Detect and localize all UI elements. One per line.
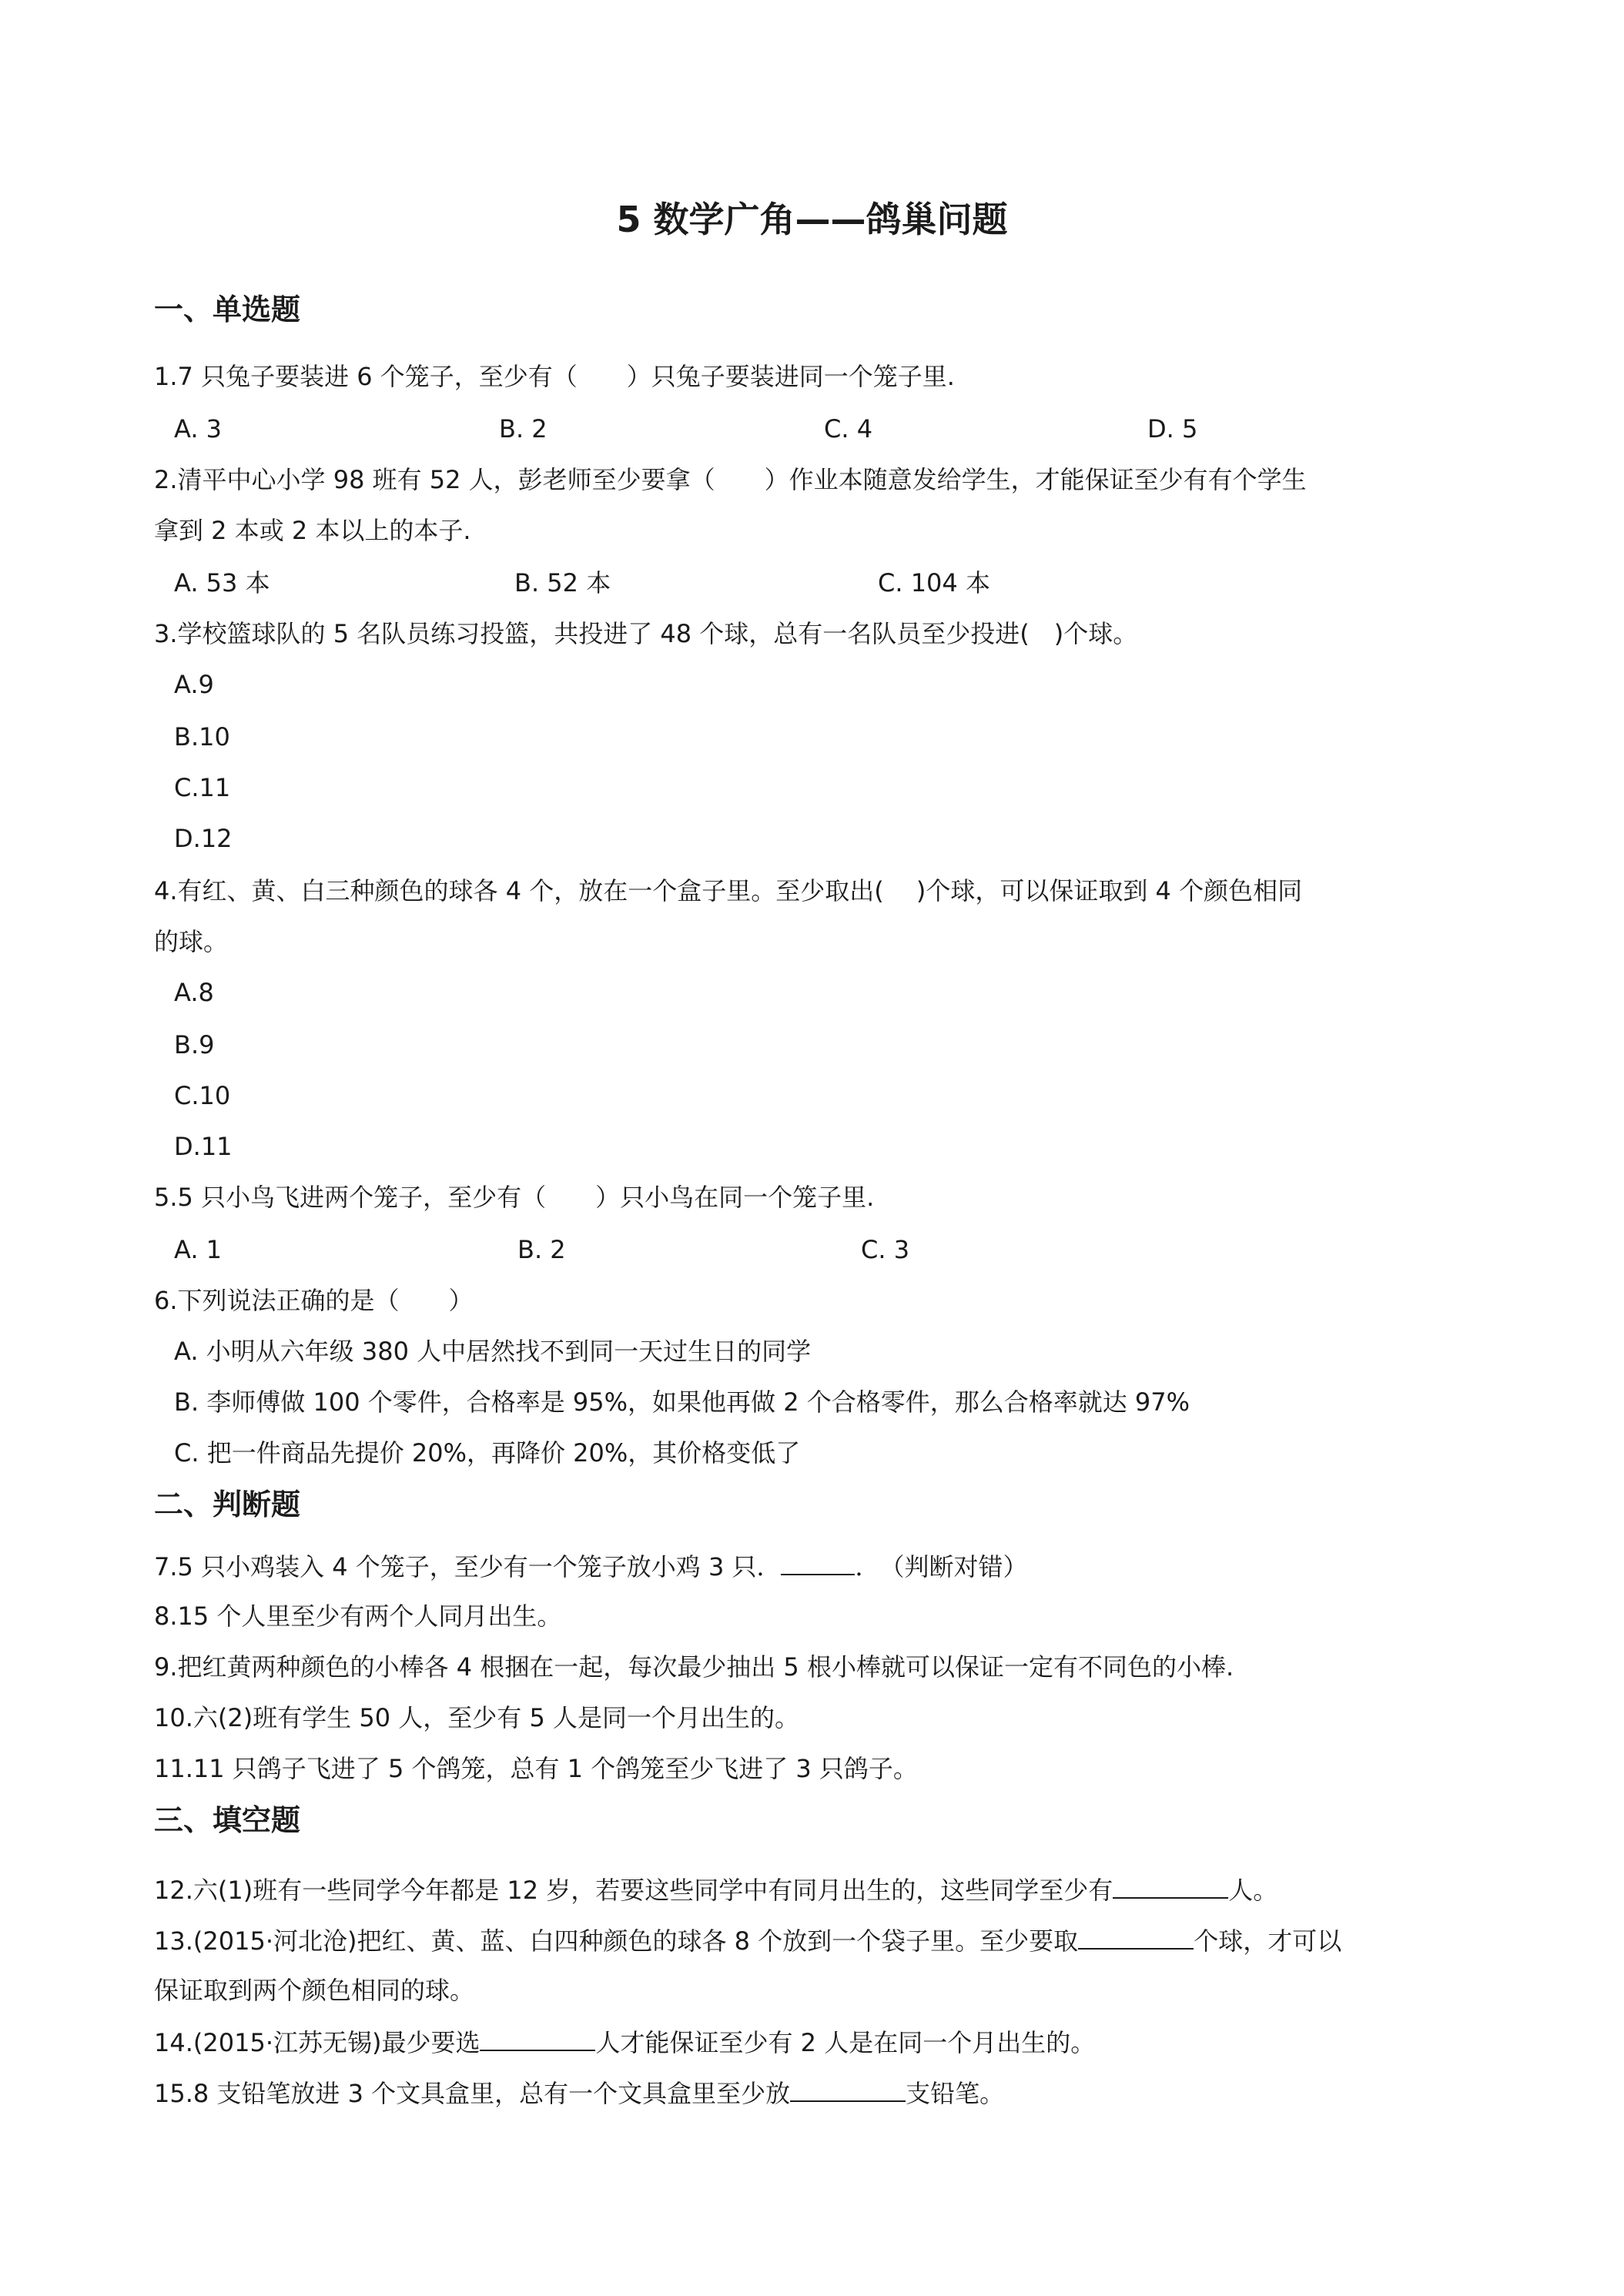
q15-text-after: 支铅笔。 [906, 2079, 1005, 2108]
question-13-line-2: 保证取到两个颜色相同的球。 [154, 1976, 475, 2005]
q12-text-before: 12.六(1)班有一些同学今年都是 12 岁，若要这些同学中有同月出生的，这些同学至少有 [154, 1876, 1113, 1905]
q6-option-b: B. 李师傅做 100 个零件，合格率是 95%，如果他再做 2 个合格零件，那么合格率就达 97% [174, 1387, 1190, 1417]
q7-text-after: ． （判断对错） [855, 1552, 1028, 1581]
q1-option-b: B. 2 [499, 414, 547, 443]
q3-option-c: C.11 [174, 773, 231, 802]
q14-text-before: 14.(2015·江苏无锡)最少要选 [154, 2028, 481, 2057]
question-2-line-2: 拿到 2 本或 2 本以上的本子. [154, 516, 471, 545]
q1-option-d: D. 5 [1147, 414, 1198, 443]
section-heading-true-false: 二、判断题 [154, 1488, 301, 1521]
q7-answer-blank[interactable] [781, 1548, 855, 1575]
question-15 [154, 2074, 1004, 2111]
question-4-line-1: 4.有红、黄、白三种颜色的球各 4 个，放在一个盒子里。至少取出( )个球，可以保证取到 4 个颜色相同 [154, 876, 1303, 905]
q3-option-d: D.12 [174, 824, 233, 853]
question-13-line-1 [154, 1922, 1341, 1959]
section-heading-single-choice: 一、单选题 [154, 293, 301, 326]
q5-option-b: B. 2 [517, 1235, 566, 1264]
q2-option-b: B. 52 本 [514, 568, 611, 597]
question-6: 6.下列说法正确的是（ ） [154, 1286, 474, 1315]
question-8: 8.15 个人里至少有两个人同月出生。 [154, 1602, 562, 1631]
question-14 [154, 2023, 1095, 2060]
q15-answer-blank[interactable] [790, 2074, 906, 2102]
q13-answer-blank[interactable] [1078, 1922, 1194, 1950]
q12-text-after: 人。 [1228, 1876, 1278, 1905]
q1-option-c: C. 4 [824, 414, 873, 443]
question-2-line-1: 2.清平中心小学 98 班有 52 人，彭老师至少要拿（ ）作业本随意发给学生，才能保证至少有有个学生 [154, 465, 1307, 494]
q13-text-after: 个球，才可以 [1194, 1926, 1342, 1956]
q5-option-a: A. 1 [174, 1235, 223, 1264]
q6-option-c: C. 把一件商品先提价 20%，再降价 20%，其价格变低了 [174, 1438, 801, 1468]
question-4-line-2: 的球。 [154, 927, 229, 956]
q15-text-before: 15.8 支铅笔放进 3 个文具盒里，总有一个文具盒里至少放 [154, 2079, 791, 2108]
question-10: 10.六(2)班有学生 50 人，至少有 5 人是同一个月出生的。 [154, 1703, 799, 1732]
question-3: 3.学校篮球队的 5 名队员练习投篮，共投进了 48 个球，总有一名队员至少投进( )个球。 [154, 619, 1138, 648]
question-5: 5.5 只小鸟飞进两个笼子，至少有（ ）只小鸟在同一个笼子里. [154, 1183, 875, 1212]
q4-option-c: C.10 [174, 1081, 231, 1110]
q14-answer-blank[interactable] [480, 2023, 595, 2051]
q13-text-before: 13.(2015·河北沧)把红、黄、蓝、白四种颜色的球各 8 个放到一个袋子里。至少要取 [154, 1926, 1079, 1956]
q4-option-a: A.8 [174, 978, 214, 1007]
q5-option-c: C. 3 [861, 1235, 910, 1264]
q3-option-a: A.9 [174, 670, 214, 699]
q7-text-before: 7.5 只小鸡装入 4 个笼子，至少有一个笼子放小鸡 3 只． [154, 1552, 782, 1581]
q4-option-b: B.9 [174, 1030, 215, 1059]
q2-option-a: A. 53 本 [174, 568, 270, 597]
q6-option-a: A. 小明从六年级 380 人中居然找不到同一天过生日的同学 [174, 1337, 812, 1366]
q1-option-a: A. 3 [174, 414, 223, 443]
question-11: 11.11 只鸽子飞进了 5 个鸽笼，总有 1 个鸽笼至少飞进了 3 只鸽子。 [154, 1754, 918, 1783]
section-heading-fill-in: 三、填空题 [154, 1803, 301, 1837]
page-title: 5 数学广角——鸽巢问题 [616, 199, 1008, 240]
question-1: 1.7 只兔子要装进 6 个笼子，至少有（ ）只兔子要装进同一个笼子里. [154, 362, 955, 391]
q3-option-b: B.10 [174, 722, 230, 751]
question-12 [154, 1871, 1277, 1908]
q4-option-d: D.11 [174, 1132, 233, 1161]
question-7 [154, 1548, 1028, 1585]
q12-answer-blank[interactable] [1113, 1871, 1228, 1899]
q2-option-c: C. 104 本 [878, 568, 990, 597]
question-9: 9.把红黄两种颜色的小棒各 4 根捆在一起，每次最少抽出 5 根小棒就可以保证一定有不同色的小棒. [154, 1652, 1234, 1682]
q14-text-after: 人才能保证至少有 2 人是在同一个月出生的。 [595, 2028, 1096, 2057]
